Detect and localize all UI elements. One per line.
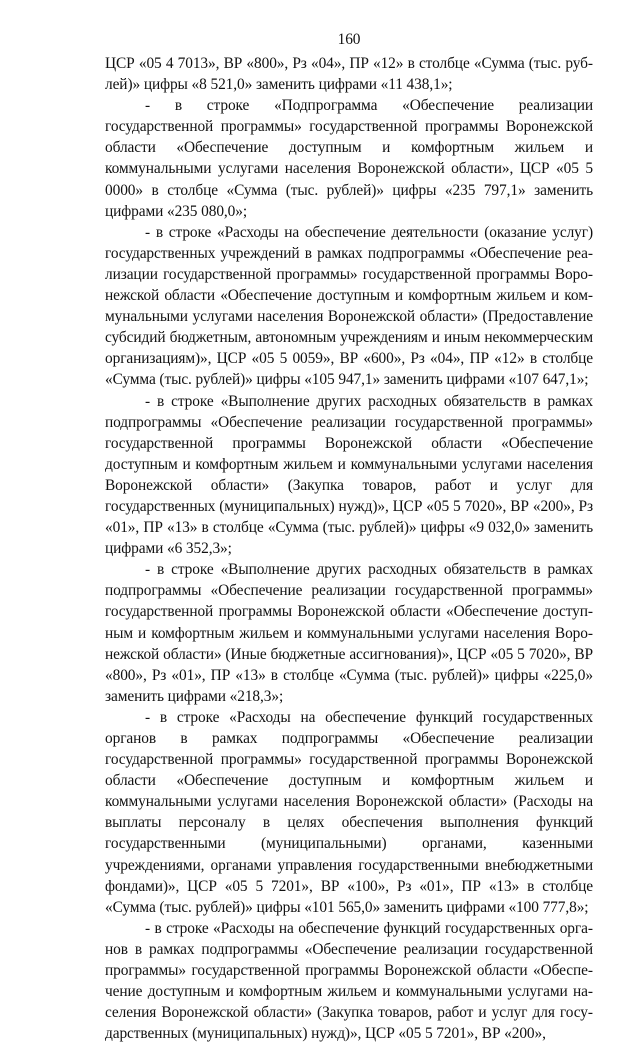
paragraph-6: - в строке «Расходы на обеспечение функций государственных органов в рамках подпрограммы «Обеспечение реализации государственной программы» государственной программы Воронежской области «Обеспечение доступным и комфортным жильем и коммунальными услугами населения Воронежской области» (Расходы на выплаты персоналу в целях обеспечения выполнения функций государственными (муниципальными) органами, казенными учреждениями, органами управления государственными внебюджетными фондами)», ЦСР «05 5 7201», ВР «100», Рз «01», ПР «13» в столбце «Сумма (тыс. рублей)» цифры «101 565,0» заменить цифрами «100 777,8»; bbox=[105, 708, 593, 916]
paragraph-1: ЦСР «05 4 7013», ВР «800», Рз «04», ПР «12» в столбце «Сумма (тыс. рублей)» цифры «8 521,0» заменить цифрами «11 438,1»; bbox=[105, 55, 593, 94]
page-number: 160 bbox=[337, 31, 361, 48]
paragraph-4: - в строке «Выполнение других расходных обязательств в рамках подпрограммы «Обеспечение реализации государственной программы» государственной программы Воронежской области «Обеспечение доступным и комфортным жильем и коммунальными услугами населения Воронежской области» (Закупка товаров, работ и услуг для государственных (муниципальных) нужд)», ЦСР «05 5 7020», ВР «200», Рз «01», ПР «13» в столбце «Сумма (тыс. рублей)» цифры «9 032,0» заменить цифрами «6 352,3»; bbox=[105, 392, 593, 558]
paragraph-3: - в строке «Расходы на обеспечение деятельности (оказание услуг) государственных учреждений в рамках подпрограммы «Обеспечение реализации государственной программы» государственной программы Воронежской области «Обеспечение доступным и комфортным жильем и коммунальными услугами населения Воронежской области» (Предоставление субсидий бюджетным, автономным учреждениям и иным некоммерческим организациям)», ЦСР «05 5 0059», ВР «600», Рз «04», ПР «12» в столбце «Сумма (тыс. рублей)» цифры «105 947,1» заменить цифрами «107 647,1»; bbox=[105, 223, 593, 389]
paragraph-5: - в строке «Выполнение других расходных обязательств в рамках подпрограммы «Обеспечение реализации государственной программы» государственной программы Воронежской области «Обеспечение доступным и комфортным жильем и коммунальными услугами населения Воронежской области» (Иные бюджетные ассигнования)», ЦСР «05 5 7020», ВР «800», Рз «01», ПР «13» в столбце «Сумма (тыс. рублей)» цифры «225,0» заменить цифрами «218,3»; bbox=[105, 561, 593, 705]
paragraph-2: - в строке «Подпрограмма «Обеспечение реализации государственной программы» государственной программы Воронежской области «Обеспечение доступным и комфортным жильем и коммунальными услугами населения Воронежской области», ЦСР «05 5 0000» в столбце «Сумма (тыс. рублей)» цифры «235 797,1» заменить цифрами «235 080,0»; bbox=[105, 97, 593, 220]
paragraph-7: - в строке «Расходы на обеспечение функций государственных органов в рамках подпрограммы «Обеспечение реализации государственной программы» государственной программы Воронежской области «Обеспечение доступным и комфортным жильем и коммунальными услугами населения Воронежской области» (Закупка товаров, работ и услуг для государственных (муниципальных) нужд)», ЦСР «05 5 7201», ВР «200», bbox=[105, 919, 593, 1043]
